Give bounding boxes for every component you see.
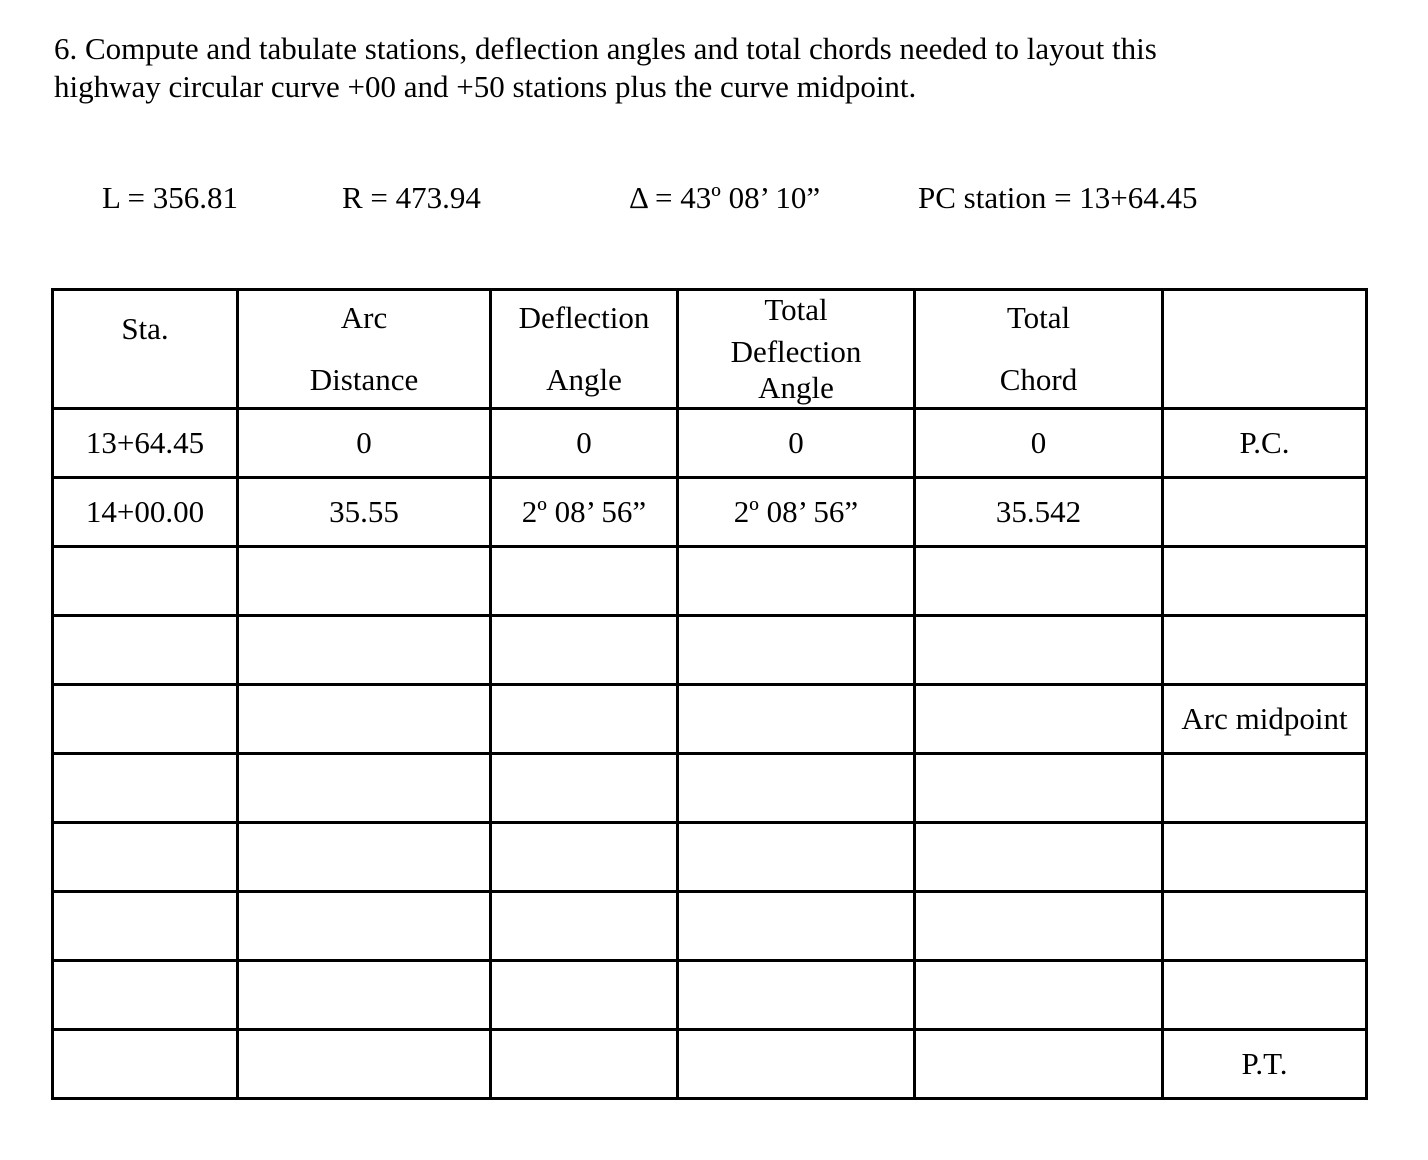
cell-total-chord [915, 754, 1163, 823]
header-total-deflection-line-2: Deflection [730, 334, 862, 369]
cell-total-deflection-angle [678, 892, 915, 961]
cell-total-deflection-angle [678, 823, 915, 892]
header-deflection-angle [491, 290, 678, 409]
header-total-deflection-angle [678, 290, 915, 409]
header-deflection-angle-line-1: Deflection [518, 300, 650, 335]
cell-total-deflection-angle [678, 547, 915, 616]
cell-arc-distance [238, 547, 491, 616]
cell-point-label: P.C. [1163, 409, 1367, 478]
cell-point-label [1163, 892, 1367, 961]
table-row [53, 823, 1367, 892]
cell-deflection-angle: 0 [491, 409, 678, 478]
cell-station [53, 1030, 238, 1099]
header-total-deflection-line-1: Total [764, 292, 828, 327]
cell-deflection-angle [491, 754, 678, 823]
cell-total-chord [915, 685, 1163, 754]
header-arc-distance [238, 290, 491, 409]
header-station-label: Sta. [121, 311, 169, 346]
table-row [53, 409, 1367, 478]
cell-total-deflection-angle [678, 685, 915, 754]
cell-point-label [1163, 754, 1367, 823]
header-total-chord-line-2: Chord [999, 362, 1078, 397]
header-station [53, 290, 238, 409]
header-total-chord-line-1: Total [1006, 300, 1071, 335]
header-total-deflection-line-3: Angle [758, 370, 834, 405]
cell-total-chord [915, 547, 1163, 616]
problem-line-2: highway circular curve +00 and +50 stations plus the curve midpoint. [54, 69, 917, 104]
cell-arc-distance [238, 961, 491, 1030]
cell-station [53, 892, 238, 961]
table-row [53, 961, 1367, 1030]
cell-deflection-angle [491, 685, 678, 754]
cell-deflection-angle [491, 547, 678, 616]
cell-total-chord [915, 892, 1163, 961]
curve-layout-table [51, 288, 1368, 1100]
cell-point-label [1163, 616, 1367, 685]
cell-point-label: P.T. [1163, 1030, 1367, 1099]
cell-station [53, 754, 238, 823]
cell-arc-distance [238, 892, 491, 961]
cell-arc-distance: 35.55 [238, 478, 491, 547]
table-row [53, 754, 1367, 823]
cell-point-label [1163, 823, 1367, 892]
table-row [53, 616, 1367, 685]
cell-point-label [1163, 478, 1367, 547]
problem-line-1: 6. Compute and tabulate stations, deflection angles and total chords needed to layout this [54, 31, 1157, 66]
table-row [53, 1030, 1367, 1099]
cell-total-chord [915, 823, 1163, 892]
given-pc-station: PC station = 13+64.45 [918, 180, 1198, 215]
cell-total-deflection-angle [678, 1030, 915, 1099]
cell-arc-distance: 0 [238, 409, 491, 478]
cell-total-deflection-angle: 2º 08’ 56” [678, 478, 915, 547]
cell-station: 14+00.00 [53, 478, 238, 547]
cell-station [53, 823, 238, 892]
cell-total-chord: 35.542 [915, 478, 1163, 547]
problem-statement [54, 30, 1394, 106]
header-deflection-angle-line-2: Angle [546, 362, 622, 397]
header-total-chord [915, 290, 1163, 409]
cell-total-deflection-angle [678, 961, 915, 1030]
cell-arc-distance [238, 1030, 491, 1099]
given-intersection-angle: Δ = 43º 08’ 10” [629, 180, 821, 215]
cell-total-chord [915, 1030, 1163, 1099]
cell-station [53, 547, 238, 616]
cell-deflection-angle: 2º 08’ 56” [491, 478, 678, 547]
cell-deflection-angle [491, 1030, 678, 1099]
table-header-row [53, 290, 1367, 409]
cell-station [53, 685, 238, 754]
cell-total-chord [915, 616, 1163, 685]
cell-total-deflection-angle: 0 [678, 409, 915, 478]
cell-total-chord [915, 961, 1163, 1030]
table-row [53, 685, 1367, 754]
given-curve-length: L = 356.81 [102, 180, 239, 215]
given-radius: R = 473.94 [342, 180, 481, 215]
cell-deflection-angle [491, 823, 678, 892]
table-row [53, 547, 1367, 616]
cell-station [53, 616, 238, 685]
cell-arc-distance [238, 754, 491, 823]
cell-station [53, 961, 238, 1030]
header-arc-distance-line-2: Distance [309, 362, 419, 397]
cell-arc-distance [238, 823, 491, 892]
cell-deflection-angle [491, 616, 678, 685]
cell-total-deflection-angle [678, 616, 915, 685]
header-point-label [1163, 290, 1367, 409]
cell-deflection-angle [491, 892, 678, 961]
cell-total-deflection-angle [678, 754, 915, 823]
cell-point-label [1163, 961, 1367, 1030]
cell-arc-distance [238, 685, 491, 754]
table-row [53, 478, 1367, 547]
cell-total-chord: 0 [915, 409, 1163, 478]
header-arc-distance-line-1: Arc [340, 300, 388, 335]
cell-deflection-angle [491, 961, 678, 1030]
cell-point-label [1163, 547, 1367, 616]
table-row [53, 892, 1367, 961]
cell-station: 13+64.45 [53, 409, 238, 478]
cell-arc-distance [238, 616, 491, 685]
cell-point-label: Arc midpoint [1163, 685, 1367, 754]
